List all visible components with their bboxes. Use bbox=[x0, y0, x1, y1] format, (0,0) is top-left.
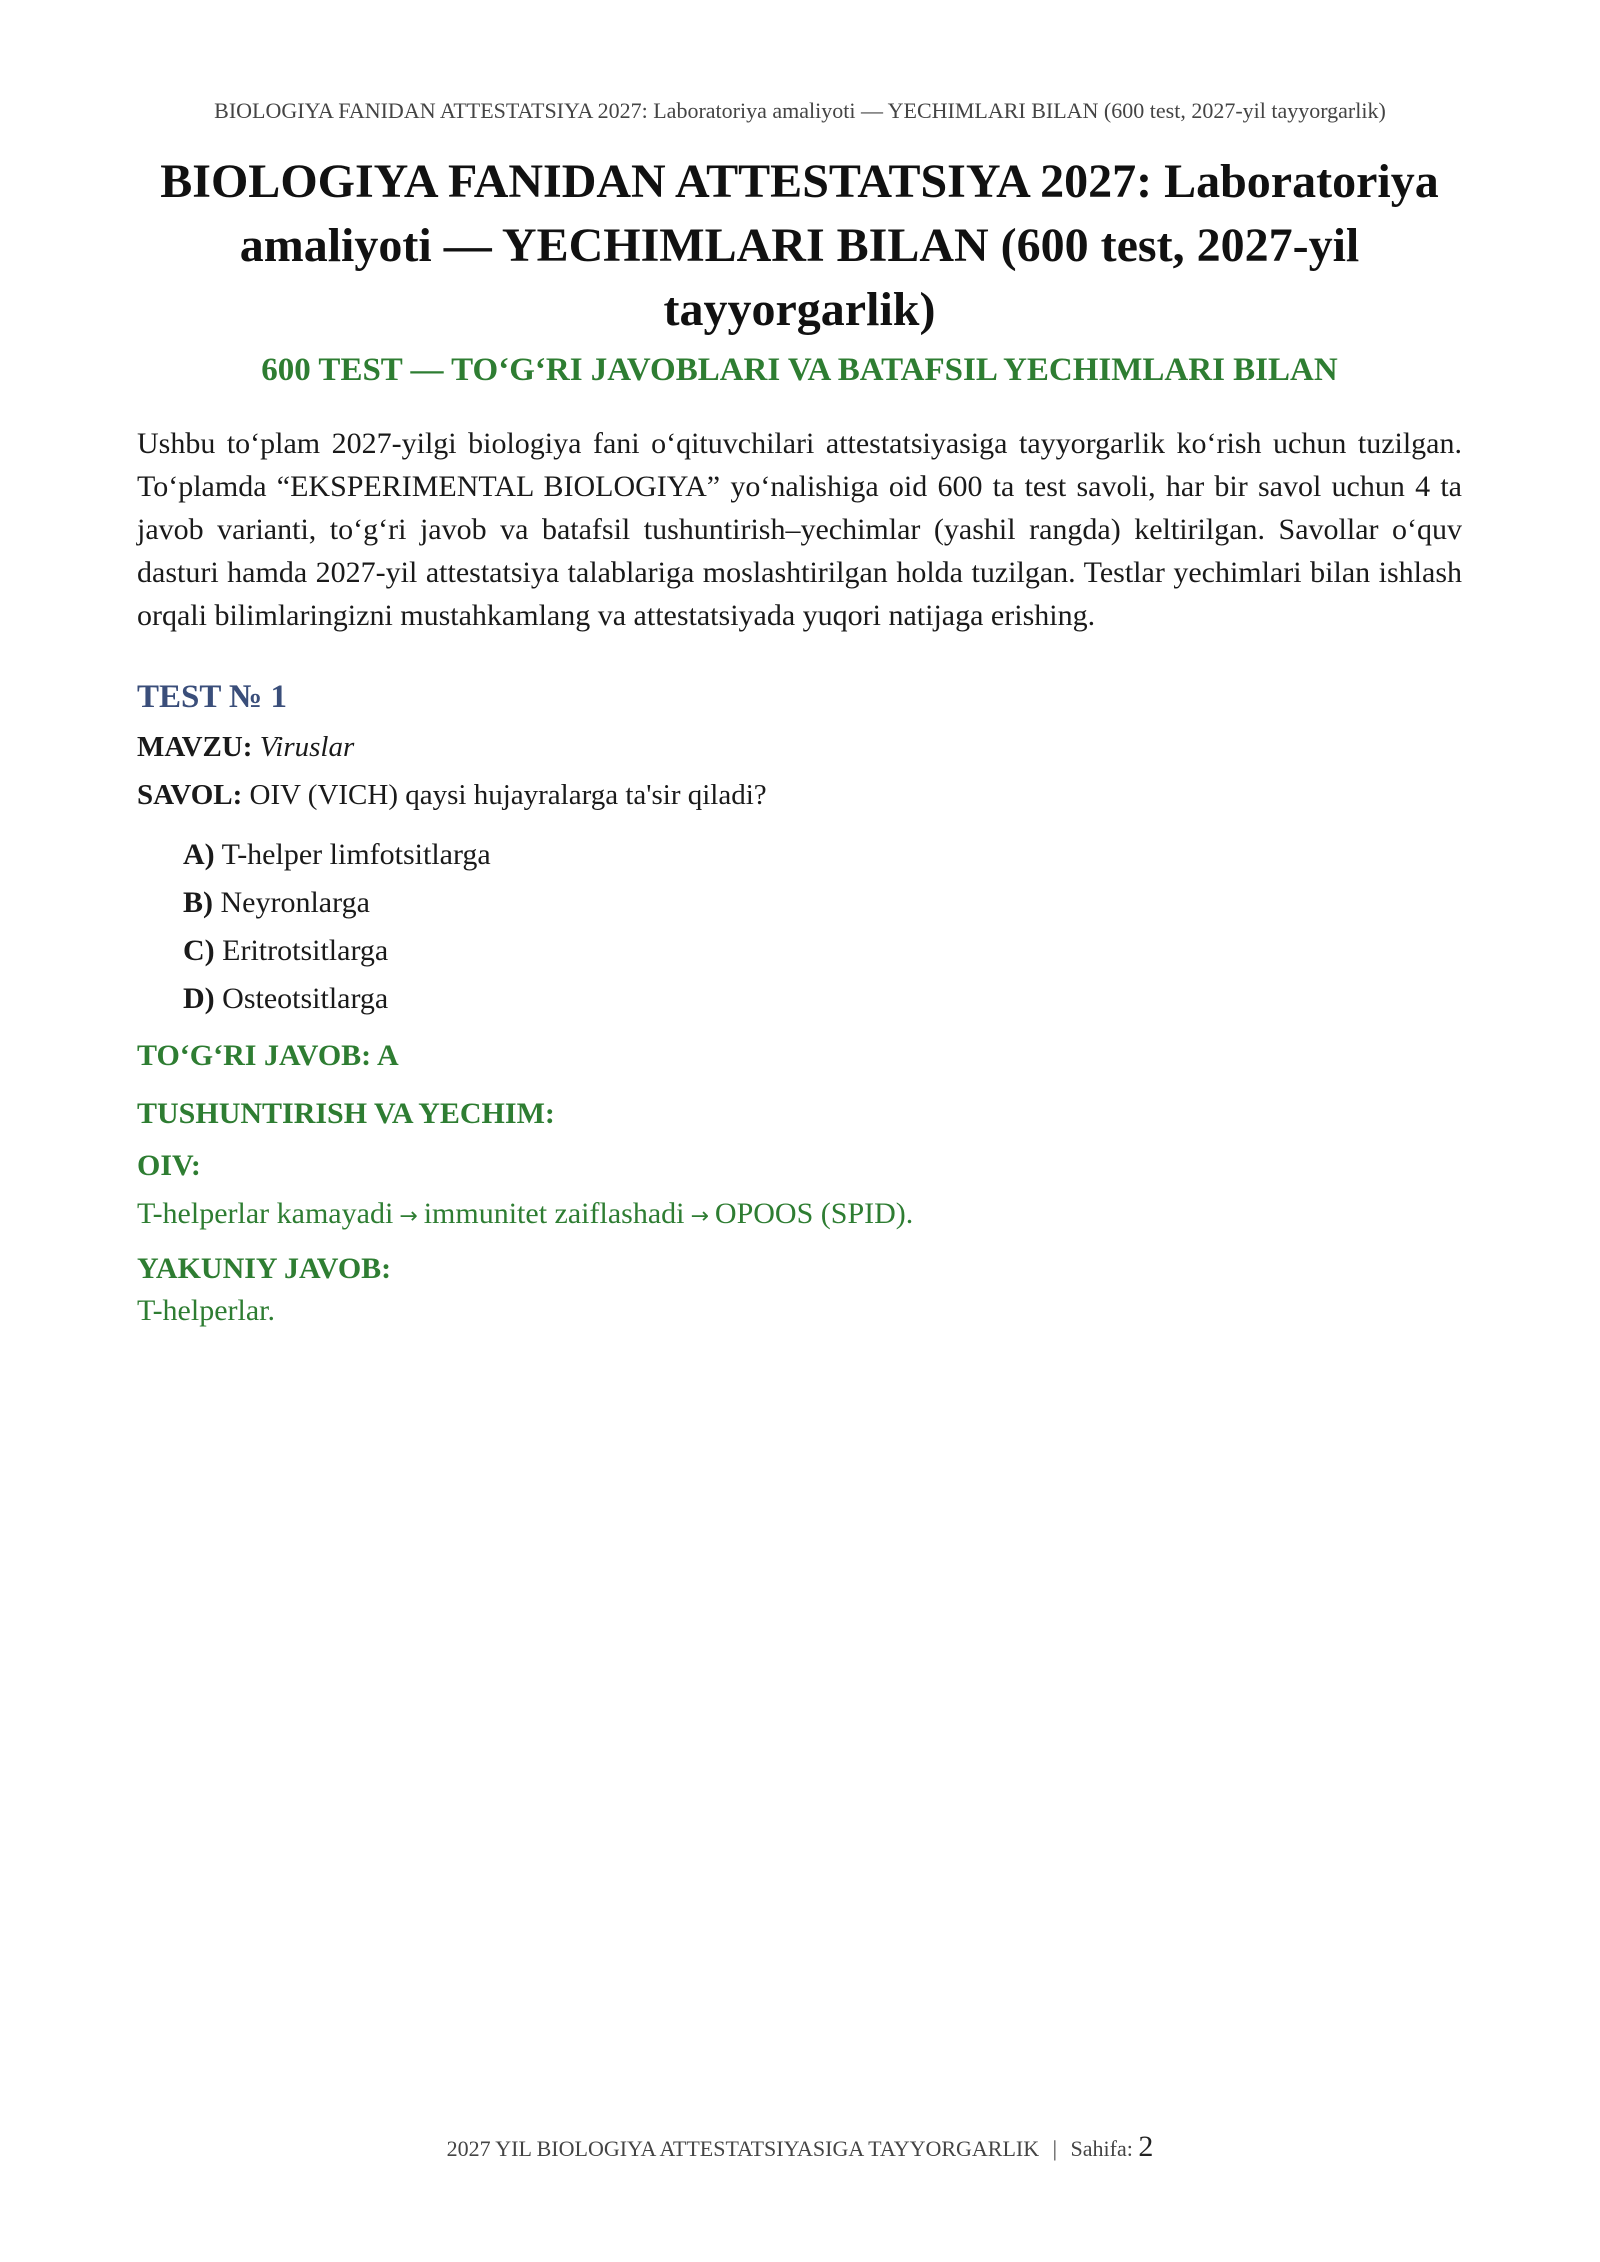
arrow-right-icon: → bbox=[690, 1204, 709, 1229]
explanation-step: T-helperlar kamayadi bbox=[137, 1197, 394, 1230]
explanation-step: OPOOS (SPID). bbox=[714, 1197, 914, 1230]
explanation-text bbox=[137, 1193, 1462, 1238]
test-heading: TEST № 1 bbox=[137, 679, 287, 715]
explanation-subheading: OIV: bbox=[137, 1149, 201, 1182]
option-a bbox=[183, 831, 1462, 879]
explanation-step: immunitet zaiflashadi bbox=[423, 1197, 685, 1230]
question-line bbox=[137, 775, 1462, 815]
correct-answer: TO‘G‘RI JAVOB: A bbox=[137, 1039, 399, 1072]
option-letter: C) bbox=[183, 934, 215, 967]
topic-label: MAVZU: bbox=[137, 731, 253, 763]
option-letter: A) bbox=[183, 838, 215, 871]
option-text: Eritrotsitlarga bbox=[222, 934, 389, 967]
option-d bbox=[183, 975, 1462, 1023]
document-title: BIOLOGIYA FANIDAN ATTESTATSIYA 2027: Laboratoriya amaliyoti — YECHIMLARI BILAN (600 test, 2027-yil tayyorgarlik) bbox=[160, 155, 1439, 336]
topic-value: Viruslar bbox=[259, 731, 355, 763]
option-text: Osteotsitlarga bbox=[222, 982, 389, 1015]
page-label: Sahifa: bbox=[1070, 2136, 1133, 2161]
option-text: Neyronlarga bbox=[220, 886, 370, 919]
option-letter: B) bbox=[183, 886, 213, 919]
option-text: T-helper limfotsitlarga bbox=[221, 838, 491, 871]
question-text: OIV (VICH) qaysi hujayralarga ta'sir qiladi? bbox=[249, 779, 767, 811]
document-subtitle: 600 TEST — TO‘G‘RI JAVOBLARI VA BATAFSIL YECHIMLARI BILAN bbox=[261, 352, 1338, 388]
option-letter: D) bbox=[183, 982, 215, 1015]
option-c bbox=[183, 927, 1462, 975]
explanation-heading: TUSHUNTIRISH VA YECHIM: bbox=[137, 1097, 555, 1130]
running-header: BIOLOGIYA FANIDAN ATTESTATSIYA 2027: Laboratoriya amaliyoti — YECHIMLARI BILAN (600 test, 2027-yil tayyorgarlik) bbox=[214, 98, 1386, 123]
question-label: SAVOL: bbox=[137, 779, 243, 811]
page-number: 2 bbox=[1138, 2130, 1154, 2163]
arrow-right-icon: → bbox=[399, 1204, 418, 1229]
option-b bbox=[183, 879, 1462, 927]
final-answer-text: T-helperlar. bbox=[137, 1294, 276, 1327]
footer-separator: | bbox=[1052, 2136, 1058, 2161]
final-answer-heading: YAKUNIY JAVOB: bbox=[137, 1252, 392, 1285]
footer-text: 2027 YIL BIOLOGIYA ATTESTATSIYASIGA TAYYORGARLIK bbox=[446, 2136, 1040, 2161]
topic-line bbox=[137, 727, 1462, 767]
answer-options bbox=[137, 831, 1462, 1023]
page-footer bbox=[0, 2130, 1600, 2164]
intro-paragraph: Ushbu to‘plam 2027-yilgi biologiya fani o‘qituvchilari attestatsiyasiga tayyorgarlik ko‘rish uchun tuzilgan. To‘plamda “EKSPERIMENTAL BIOLOGIYA” yo‘nalishiga oid 600 ta test savoli, har bir savol uchun 4 ta javob varianti, to‘g‘ri javob va batafsil tushuntirish–yechimlar (yashil rangda) keltirilgan. Savollar o‘quv dasturi hamda 2027-yil attestatsiya talablariga moslashtirilgan holda tuzilgan. Testlar yechimlari bilan ishlash orqali bilimlaringizni mustahkamlang va attestatsiyada yuqori natijaga erishing. bbox=[137, 427, 1462, 632]
page-content bbox=[137, 150, 1462, 1332]
